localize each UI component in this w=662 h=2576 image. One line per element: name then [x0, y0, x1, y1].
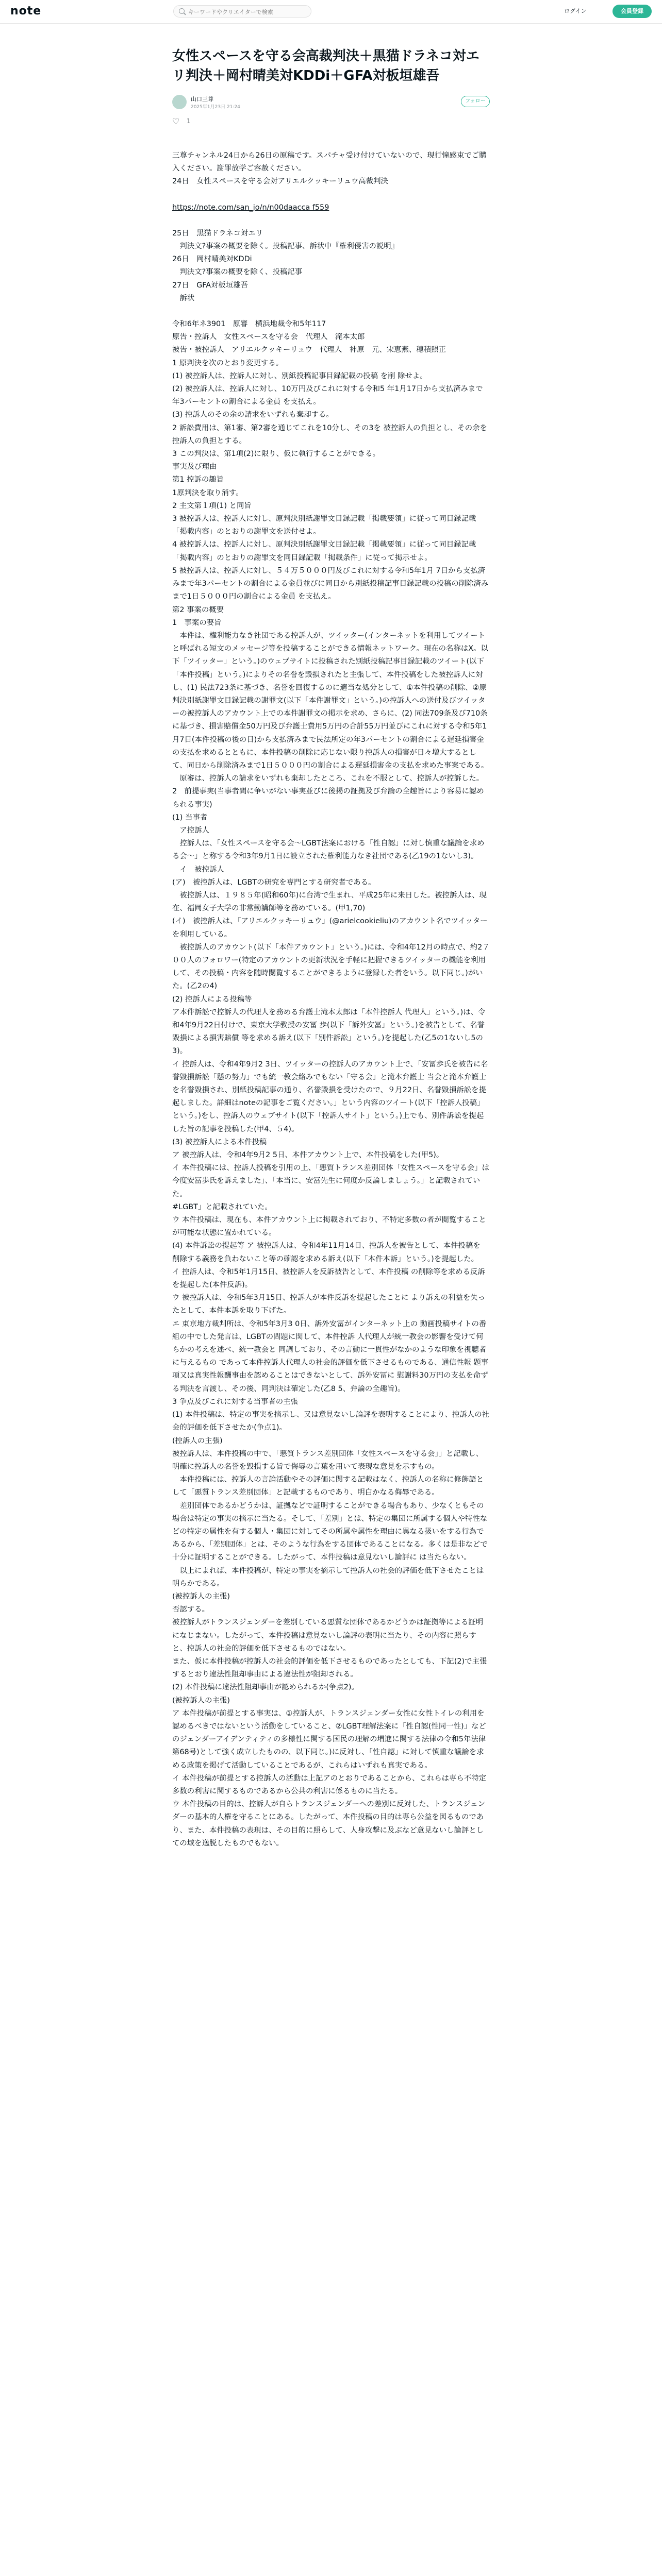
note-logo[interactable]: note	[10, 5, 42, 18]
search-icon	[179, 8, 185, 14]
like-row	[172, 115, 490, 131]
publish-date: 2025年1月23日 21:24	[191, 105, 240, 110]
site-header	[0, 0, 662, 24]
paragraph: 26日 岡村晴美対KDDi 判決文?事案の概要を除く、投稿記事	[172, 255, 302, 277]
paragraph: 24日 女性スペースを守る会対アリエルクッキーリュウ高裁判決	[172, 177, 388, 186]
like-count: 1	[187, 117, 191, 125]
paragraph: 25日 黒猫ドラネコ対エリ 判決文?事案の概要を除く。投稿記事、訴状中『権利侵害の説明』	[172, 229, 399, 251]
author-row	[172, 93, 490, 115]
article-link[interactable]: https://note.com/san_jo/n/n00daacca f559	[172, 203, 329, 212]
heart-icon[interactable]: ♡	[172, 116, 180, 126]
avatar[interactable]	[172, 95, 187, 109]
paragraph: 三尊チャンネル24日から26日の原稿です。スパチャ受け付けていないので、現行憧感束でご購入ください。謝罪放学ご容赦ください。	[172, 151, 487, 173]
search-input[interactable]	[187, 7, 308, 17]
article-body	[172, 149, 490, 1850]
author-name[interactable]: 山口三尊	[191, 96, 213, 103]
article	[172, 46, 490, 1850]
login-link[interactable]: ログイン	[564, 8, 587, 14]
follow-button[interactable]: フォロー	[461, 96, 490, 107]
signup-button[interactable]: 会員登録	[613, 5, 652, 18]
search-box[interactable]	[173, 5, 311, 18]
paragraph: 27日 GFA対板垣雄吾 訴状	[172, 281, 248, 302]
paragraph: 令和6年ネ3901 原審 横浜地裁令和5年117 原告・控訴人 女性スペースを守る会 代理人 滝本太郎 被告・被控訴人 アリエルクッキーリュウ 代理人 神原 元、宋恵燕、穂積照正 1 原判決を次のとおり変更する。 (1) 被控訴人は、控訴人に対し、別紙投稿記事目録記載の投稿 を削 除せよ。 (2) 被控訴人は、控訴人に対し、10万円及びこれに対する令和5 年1月17日から支払済みまで年3パーセントの割合による金員 を支払え。 (3) 控訴人のその余の請求をいずれも棄却する。 2 訴訟費用は、第1審、第2審を通じてこれを10分し、その3を 被控訴人の負担とし、その余を控訴人の負担とする。 3 この判決は、第1項(2)に限り、仮に執行することができる。 事実及び理由 第1 控訴の趣旨 1原判決を取り消す。 2 主文第１項(1) と同旨 3 被控訴人は、控訴人に対し、原判決別紙謝罪文目録記載「掲載要領」に従って同目録記載「掲載内容」のとおりの謝罪文を送付せよ。 4 被控訴人は、控訴人に対し、原判決別紙謝罪文目録記載「掲載要領」に従って同目録記載「掲載内容」のとおりの謝罪文を同目録記載「掲載条件」に従って掲示せよ。 5 被控訴人は、控訴人に対し、５４万５０００円及びこれに対する令和5年1月 7日から支払済みまで年3パーセントの割合による金員並びに同日から別紙投稿記事目録記載の投稿の削除済みまで1日５０００円の割合による金員 を支払え。 第2 事案の概要 1 事案の要旨 本件は、権利能力なき社団である控訴人が、ツイッター(インターネットを利用してツイートと呼ばれる短文のメッセージ等を投稿することができる情報ネットワーク。現在の名称はX。以下「ツイッター」という。)のウェブサイトに投稿された別紙投稿記事目録記載のツイート(以下「本件投稿」という。)によりその名誉を毀損されたと主張して、本件投稿をした被控訴人に対し、(1) 民法723条に基づき、名誉を回復するのに適当な処分として、①本件投稿の削除、②原判決別紙謝罪文目録記載の謝罪文(以下「本件謝罪文」という。)の控訴人への送付及びツイッターの被控訴人のアカウント上での本件謝罪文の掲示を求め、さらに、(2) 同法709条及び710条に基づき、損害賠償金50万円及び弁護士費用5万円の合計55万円並びにこれに対する令和5年1月7日(本件投稿の後の日)から支払済みまで民法所定の年3パーセントの割合による遅延損害金の支払を求めるとともに、本件投稿の削除に応じない限り控訴人の損害が日々増大するとして、同日から削除済みまで1日５０００円の割合による遅延損害金の支払を求めた事案である。 原審は、控訴人の請求をいずれも棄却したところ、これを不服として、控訴人が控訴した。 2 前提事実(当事者間に争いがない事実並びに後掲の証拠及び弁論の全趣旨により容易に認められる事実) (1) 当事者 ア控訴人 控訴人は、「女性スペースを守る会～LGBT法案における「性自認」に対し慎重な議論を求める会～」と称する令和3年9月1日に設立された権利能力なき社団である(乙19の1ないし3)。 イ 被控訴人 (ア) 被控訴人は、LGBTの研究を専門とする研究者である。 被控訴人は、１９８５年(昭和60年)に台湾で生まれ、平成25年に来日した。被控訴人は、現在、福岡女子大学の非常勤講師等を務めている。(甲1,70) (イ) 被控訴人は、「アリエルクッキーリュウ」(@arielcookieliu)のアカウント名でツイッターを利用している。 被控訴人のアカウント(以下「本件アカウント」という。)には、令和4年12月の時点で、約2７００人のフォロワー(特定のアカウントの更新状況を手軽に把握できるツイッターの機能を利用して、その投稿・内容を随時閲覧することができるように登録した者をいう。以下同じ。)がいた。(乙2の4) (2) 控訴人による投稿等 ア本件訴訟で控訴人の代理人を務める弁護士滝本太郎は「本件控訴人 代理人」という。)は、令和4年9月22日付けで、東京大学教授の安冨 歩(以下「訴外安冨」という。)を被告として、名誉毀損による損害賠償 等を求める訴え(以下「別件訴訟」という。)を提起した(乙5の1ないし5の3)。 イ 控訴人は、令和4年9月2 3日、ツイッターの控訴人のアカウント上で、「安冨歩氏を被告に名誉毀損訴訟「懸の努力」でも統一教会絡みでもない「守る会」と滝本弁護士 当会と滝本弁護士を名誉毀損され、別紙投稿記事の通り、名誉毀損を受けたので、９月22日、名誉毀損訴訟を提起しました。詳細はnoteの記事をご覧ください。」という内容のツイート(以下「控訴人投稿」という。)をし、控訴人のウェブサイト(以下「控訴人サイト」という。)上でも、別件訴訟を提起した旨の記事を投稿した(甲4、５4)。 (3) 被控訴人による本件投稿 ア 被控訴人は、令和4年9月2 5日、本件アカウント上で、本件投稿をした(甲5)。 イ 本件投稿には、控訴人投稿を引用の上、「悪質トランス差別団体「女性スペースを守る会」は今度安冨歩氏を訴えました」、「本当に、安冨先生に何度か反論しましょう。」と記載されていた。 #LGBT」と記載されていた。 ウ 本件投稿は、現在も、本件アカウント上に掲載されており、不特定多数の者が閲覧することが可能な状態に置かれている。 (4) 本件訴訟の提起等 ア 被控訴人は、令和4年11月14日、控訴人を被告として、本件投稿を 削除する義務を負わないこと等の確認を求める訴え(以下「本件本訴」という。)を提起した。 イ 控訴人は、令和5年1月15日、被控訴人を反訴被告として、本件投稿 の削除等を求める反訴を提起した(本件反訴)。 ウ 被控訴人は、令和5年3月15日、控訴人が本件反訴を提起したことに より訴えの利益を失ったとして、本件本訴を取り下げた。 エ 東京地方裁判所は、令和5年3月3 0日、訴外安冨がインターネット上の 動画投稿サイトの番組の中でした発言は、LGBTの問題に関して、本件控訴 人代理人が統一教会の影響を受けて何らかの考えを述べ、統一教会と 同調しており、その言動に一貫性がなかのような印象を視聴者に与えるもの であって本件控訴人代理人の社会的評価を低下させるものである、通信性報 題事項又は真実性報酬事由を認めることはできないとして、訴外安冨に 慰謝料30万円の支払を命ずる判決を言渡し、その後、同判決は確定した(乙8 5、弁論の全趣旨)。 3 争点及びこれに対する当事者の主張 (1) 本件投稿は、特定の事実を摘示し、又は意見ないし論評を表明することにより、控訴人の社会的評価を低下させたか(争点1)。 (控訴人の主張) 被控訴人は、本件投稿の中で、「悪質トランス差別団体「女性スペースを守る会」」と記載し、明確に控訴人の名誉を毀損する旨で侮辱の言葉を用いて表現な意見を示すもの。 本件投稿には、控訴人の言論活動やその評価に関する記載はなく、控訴人の名称に修飾語として「悪質トランス差別団体」と記載するものであり、明白かなる侮辱である。 差別団体であるかどうかは、証拠などで証明することができる場合もあり、少なくともその場合は特定の事実の摘示に当たる。そして、「差別」とは、特定の集団に所属する個人や特性などの特定の属性を有する個人・集団に対してその所属や属性を理由に異なる扱いをする行為であるから、「差別団体」とは、そのような行為をする団体であることになる。多くは是非などで十分に証明することができる。したがって、本件投稿は意見ないし論評に は当たらない。 以上によれば、本件投稿が、特定の事実を摘示して控訴人の社会的評価を低下させたことは明らかである。 (被控訴人の主張) 否認する。 被控訴人がトランスジェンダーを差別している悪質な団体であるかどうかは証拠等による証明になじまない。したがって、本件投稿は意見ないし論評の表明に当たり、その内容に照らすと、控訴人の社会的評価を低下させるものではない。 また、仮に本件投稿が控訴人の社会的評価を低下させるものであったとしても、下記(2)で主張するとおり違法性阻却事由による違法性が阻却される。 (2) 本件投稿に違法性阻却事由が認められるか(争点2)。 (被控訴人の主張) ア 本件投稿が前提とする事実は、①控訴人が、トランスジェンダー女性に女性トイレの利用を認めるべきではないという活動をしていること、②LGBT理解法案に「性自認(性同一性)」などのジェンダーアイデンティティの多様性に関する国民の理解の増進に関する法律の令和5年法律第68号)として強く成立したものの、以下同じ。)に反対し、「性自認」に対して慎重な議論を求 める政策を掲げて活動していることであるが、これらはいずれも真実である。 イ 本件投稿が前提とする控訴人の活動は上記アのとおりであることから、これらは専ら不特定多数の利害に関するものであるから公共の利害に係るものに当たる。 ウ 本件投稿の目的は、控訴人が自らトランスジェンダーへの差別に反対した、トランスジェンダーの基本的人権を守ることにある。したがって、本件投稿の目的は専ら公益を図るものであり、また、本件投稿の表現は、その目的に照らして、人身攻撃に及ぶなど意見ないし論評としての域を逸脱したものでもない。	[172, 320, 490, 1848]
article-title: 女性スペースを守る会高裁判決＋黒猫ドラネコ対エリ判決＋岡村晴美対KDDi＋GFA対板垣雄吾	[172, 48, 479, 83]
